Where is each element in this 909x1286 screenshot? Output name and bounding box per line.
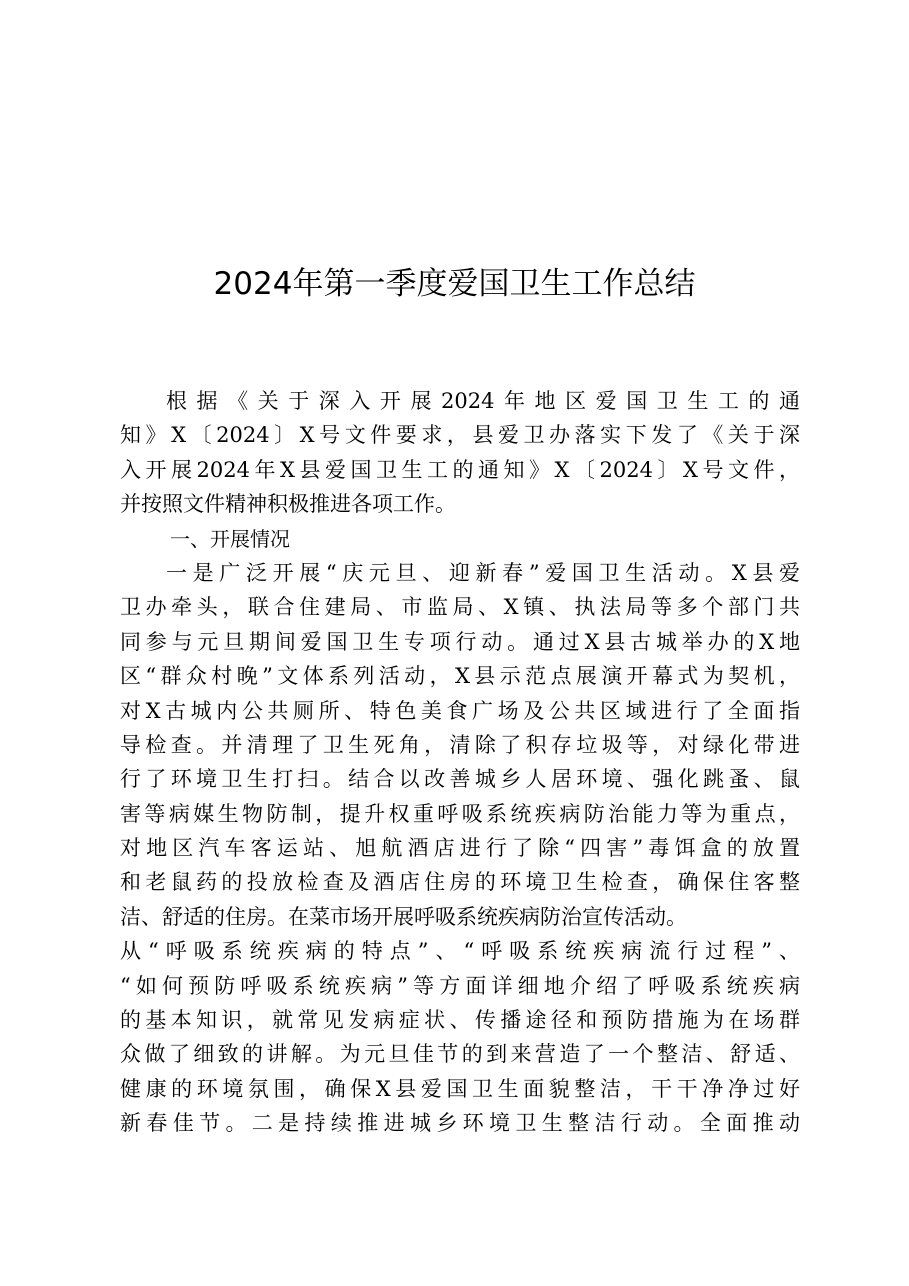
paragraph-line: 健康的环境氛围，确保X县爱国卫生面貌整洁，干干净净过好 (120, 1076, 800, 1101)
paragraph-line: 从“呼吸系统疾病的特点”、“呼吸系统疾病流行过程”、 (120, 939, 800, 964)
paragraph-line: 入开展2024年X县爱国卫生工的通知》X〔2024〕X号文件， (120, 457, 800, 482)
document-title: 2024年第一季度爱国卫生工作总结 (213, 266, 696, 302)
paragraph-line: 新春佳节。二是持续推进城乡环境卫生整洁行动。全面推动 (120, 1111, 800, 1136)
paragraph-line: 并按照文件精神积极推进各项工作。 (120, 492, 456, 517)
paragraph-line: 根据《关于深入开展2024年地区爱国卫生工的通 (166, 389, 800, 413)
paragraph-line: 知》X〔2024〕X号文件要求，县爱卫办落实下发了《关于深 (120, 423, 800, 448)
paragraph-line: 一是广泛开展“庆元旦、迎新春”爱国卫生活动。X县爱 (166, 560, 800, 585)
paragraph-line: 导检查。并清理了卫生死角，清除了积存垃圾等，对绿化带进 (120, 732, 800, 757)
section-heading: 一、开展情况 (170, 526, 290, 551)
paragraph-line: 区“群众村晚”文体系列活动，X县示范点展演开幕式为契机， (120, 664, 800, 689)
paragraph-line: “如何预防呼吸系统疾病”等方面详细地介绍了呼吸系统疾病 (120, 973, 800, 998)
paragraph-line: 对X古城内公共厕所、特色美食广场及公共区域进行了全面指 (120, 698, 800, 723)
paragraph-line: 卫办牵头，联合住建局、市监局、X镇、执法局等多个部门共 (120, 595, 800, 620)
paragraph-line: 同参与元旦期间爱国卫生专项行动。通过X县古城举办的X地 (120, 629, 800, 654)
paragraph-line: 对地区汽车客运站、旭航酒店进行了除“四害”毒饵盒的放置 (120, 836, 800, 861)
paragraph-line: 害等病媒生物防制，提升权重呼吸系统疾病防治能力等为重点， (120, 801, 800, 826)
paragraph-line: 和老鼠药的投放检查及酒店住房的环境卫生检查，确保住客整 (120, 870, 800, 895)
paragraph-line: 众做了细致的讲解。为元旦佳节的到来营造了一个整洁、舒适、 (120, 1042, 800, 1067)
paragraph-line: 的基本知识，就常见发病症状、传播途径和预防措施为在场群 (120, 1008, 800, 1033)
paragraph-line: 行了环境卫生打扫。结合以改善城乡人居环境、强化跳蚤、鼠 (120, 767, 800, 792)
document-body (120, 384, 800, 1141)
paragraph-line: 洁、舒适的住房。在菜市场开展呼吸系统疾病防治宣传活动。 (120, 904, 687, 929)
